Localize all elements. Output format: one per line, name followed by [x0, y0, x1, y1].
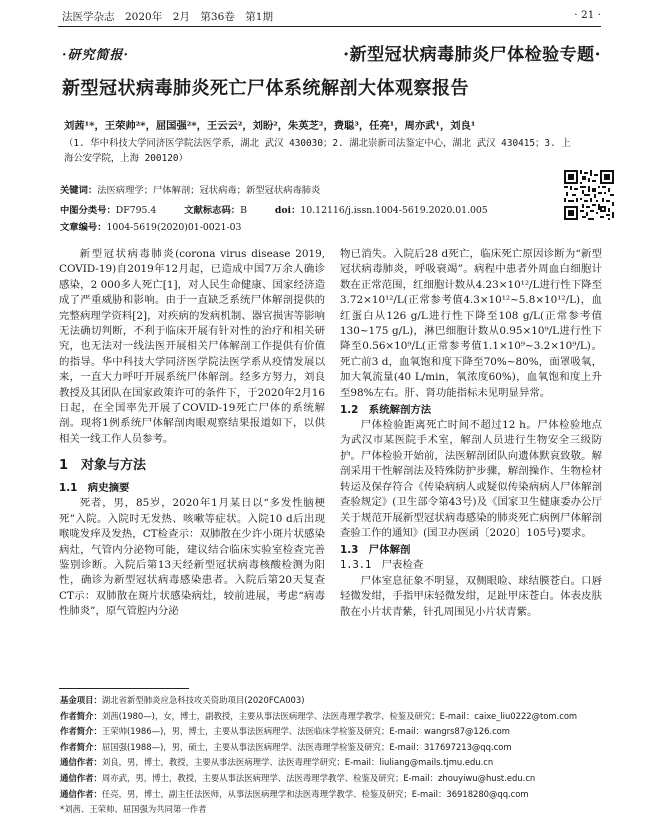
- article-number-value: 1004-5619(2020)01-0021-03: [106, 222, 242, 233]
- affiliation-line-2: 海公安学院，上海 200120）: [64, 153, 188, 164]
- section-heading-1-1: 1.1 病史摘要: [59, 482, 130, 495]
- co-first-author-note: *刘茜、王荣帅、屈国强为共同第一作者: [60, 804, 207, 815]
- fund-footnote: 基金项目：湖北省新型肺炎应急科技攻关资助项目(2020FCA003): [60, 695, 305, 705]
- clc-label: 中图分类号：: [60, 205, 116, 216]
- corresponding-author-2: 通信作者：周亦武，男，博士，教授，主要从事法医病理学、法医毒理学教学、检鉴及研究；E-mail：zhouyiwu@hust.edu.cn: [60, 772, 536, 783]
- body-right-column: [340, 247, 602, 620]
- doi-label: doi：: [274, 205, 301, 216]
- keywords-value: 法医病理学；尸体解剖；冠状病毒；新型冠状病毒肺炎: [97, 185, 321, 196]
- doc-code-value: B: [240, 205, 247, 216]
- footnote-rule: [59, 688, 189, 689]
- author-bio-3: 作者简介：屈国强(1988—)，男，硕士，主要从事法医病理学、法医毒理学检鉴及研究；E-mail：317697213@qq.com: [60, 741, 512, 752]
- section-heading-1: 1 对象与方法: [59, 458, 147, 474]
- clc-value: DF795.4: [115, 205, 157, 216]
- case-history-paragraph: 死者，男，85岁，2020年1月某日以“多发性脑梗死”入院。入院时无发热、咳嗽等症状。入院10 d后出现喉咙发痒及发热，CT检查示：双肺散在少许小斑片状感染病灶，气管内分泌物可能，建议结合临床实验室检查完善鉴别诊断。入院后第13天经新型冠状病毒核酸检测为阳性，确诊为新型冠状病毒感染患者。入院后第20天复查CT示：双肺散在斑片状感染病灶，较前进展，考虑“病毒性肺炎”，原气管腔内分泌: [59, 497, 325, 618]
- doc-code-label: 文献标志码：: [184, 205, 241, 216]
- article-number-line: [60, 219, 241, 233]
- section-heading-1-3: 1.3 尸体解剖: [340, 544, 411, 557]
- section-heading-1-2: 1.2 系统解剖方法: [340, 404, 432, 417]
- method-paragraph: 尸体检验距离死亡时间不超过12 h。尸体检验地点为武汉市某医院手术室，解剖人员进行生物安全三级防护。尸体检验开始前，法医解剖团队向遗体默哀致敬。解剖采用干性解剖法及特殊防护步骤，解剖操作、生物检材转运及保存符合《传染病病人或疑似传染病病人尸体解剖查验规定》(卫生部令第43号)及《国家卫生健康委办公厅关于规范开展新型冠状病毒感染的肺炎死亡病例尸体解剖查验工作的通知》(国卫办医函〔2020〕105号)要求。: [340, 419, 602, 539]
- header-rule: [58, 26, 601, 27]
- corresponding-author-3: 通信作者：任亮，男，博士，副主任法医师，从事法医病理学和法医毒理学教学、检鉴及研究；E-mail：36918280@qq.com: [60, 788, 529, 799]
- page-number: · 21 ·: [574, 9, 601, 21]
- footnotes: [60, 693, 605, 816]
- keywords: [60, 185, 320, 197]
- author-bio-2: 作者简介：王荣帅(1986—)，男，博士，主要从事法医病理学、法医临床学检鉴及研究；E-mail：wangrs87@126.com: [60, 726, 510, 737]
- external-exam-paragraph: 尸体室息征象不明显，双侧眼睑、球结膜苍白。口唇轻微发绀，手指甲床轻微发绀，足趾甲床苍白。体表皮肤散在小片状青紫，针孔周围见小片状青紫。: [340, 574, 602, 618]
- running-header-journal: 法医学杂志 2020年 2月 第36卷 第1期: [62, 11, 273, 23]
- affiliation-line-1: （1. 华中科技大学同济医学院法医学系，湖北 武汉 430030；2. 湖北崇新司法鉴定中心，湖北 武汉 430415；3. 上: [64, 138, 571, 149]
- keywords-label: 关键词：: [60, 185, 98, 196]
- case-history-continued: 物已消失。入院后28 d死亡，临床死亡原因诊断为“新型冠状病毒肺炎，呼吸衰竭”。病程中患者外周血白细胞计数在正常范围，红细胞计数从4.23×10¹²/L进行性下降至3.72×10¹²/L(正常参考值4.3×10¹²~5.8×10¹²/L)，血红蛋白从126 g/L进行性下降至108 g/L(正常参考值130~175 g/L)，淋巴细胞计数从0.95×10⁹/L进行性下降至0.56×10⁹/L(正常参考值1.1×10⁹~3.2×10⁹/L)。死亡前3 d，血氧饱和度下降至70%~80%，面罩吸氧，加大氧流量(40 L/min，氧浓度60%)，血氧饱和度上升至98%左右。肝、肾功能指标未见明显异常。: [340, 248, 602, 399]
- qr-code-icon: [564, 170, 614, 220]
- author-bio-1: 作者简介：刘茜(1980—)，女，博士，副教授，主要从事法医病理学、法医毒理学教学、检鉴及研究；E-mail：caixe_liu0222@tom.com: [60, 710, 578, 721]
- affiliations: [64, 136, 599, 166]
- section-heading-1-3-1: 1.3.1 尸表检查: [340, 559, 424, 572]
- article-title: 新型冠状病毒肺炎死亡尸体系统解剖大体观察报告: [62, 78, 469, 99]
- column-label: ·研究简报·: [62, 48, 130, 63]
- body-left-column: [59, 247, 325, 620]
- doi-value: 10.12116/j.issn.1004-5619.2020.01.005: [300, 205, 488, 216]
- article-number-label: 文章编号：: [60, 222, 107, 233]
- corresponding-author-1: 通信作者：刘良，男，博士，教授，主要从事法医病理学、法医毒理学研究；E-mail：liuliang@mails.tjmu.edu.cn: [60, 757, 494, 768]
- classification-line: [60, 202, 488, 216]
- author-list: 刘茜¹*，王荣帅²*，屈国强²*，王云云²，刘盼²，朱英芝²，费聪³，任亮¹，周亦武¹，刘良¹: [64, 120, 476, 132]
- intro-paragraph: 新型冠状病毒肺炎(corona virus disease 2019, COVID-19)自2019年12月起，已造成中国7万余人确诊感染，2 000多人死亡[1]，对人民生命健康、国家经济造成了严重威胁和影响。由于一直缺乏系统尸体解剖提供的完整病理学资料[2]，对疾病的发病机制、器官损害等影响无法确切判断，不利于临床开展有针对性的治疗和相关研究，也无法对一线法医开展相关尸体解剖工作提供有价值的指导。华中科技大学同济医学院法医学系从疫情发展以来，一直大力呼吁开展系统尸体解剖。经多方努力，刘良教授及其团队在国家政策许可的条件下，于2020年2月16日起，在全国率先开展了COVID-19死亡尸体的系统解剖。现将1例系统尸体解剖肉眼观察结果报道如下，以供相关一线工作人员参考。: [59, 248, 325, 445]
- special-topic-label: ·新型冠状病毒肺炎尸体检验专题·: [343, 45, 601, 65]
